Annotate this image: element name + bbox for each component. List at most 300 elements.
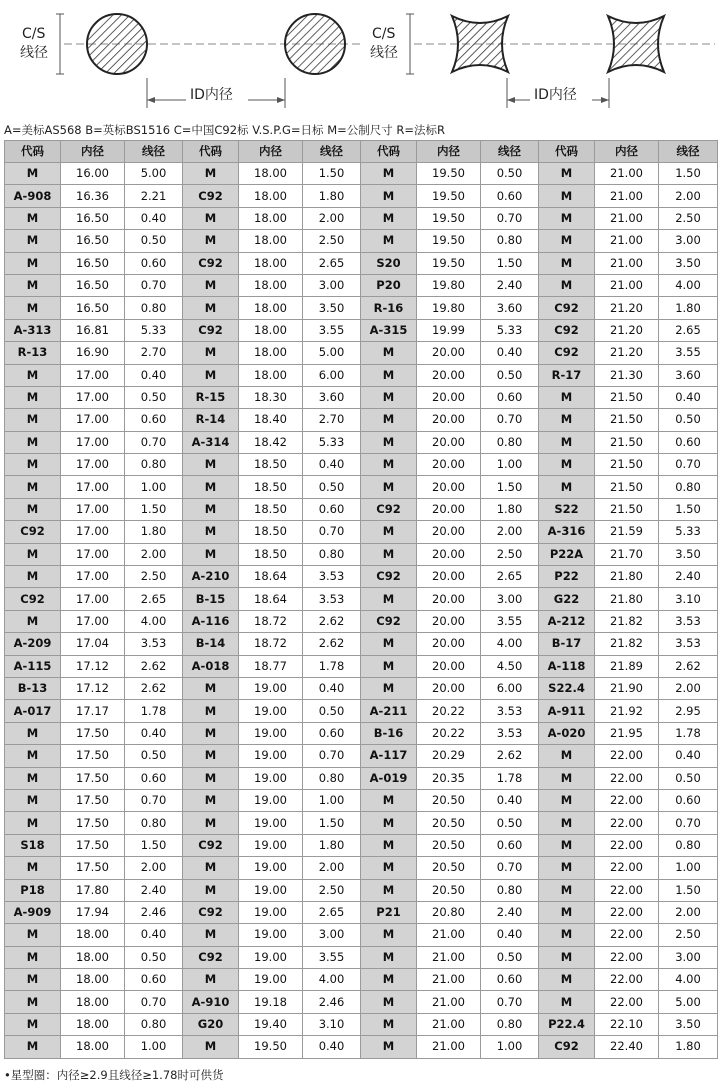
inner-diameter-cell: 18.72 xyxy=(239,610,303,632)
inner-diameter-cell: 20.50 xyxy=(417,789,481,811)
code-cell: M xyxy=(183,879,239,901)
code-cell: M xyxy=(5,767,61,789)
inner-diameter-cell: 17.00 xyxy=(61,610,125,632)
inner-diameter-cell: 20.35 xyxy=(417,767,481,789)
cross-section-cell: 0.50 xyxy=(125,386,183,408)
code-cell: M xyxy=(361,476,417,498)
inner-diameter-cell: 20.22 xyxy=(417,722,481,744)
inner-diameter-cell: 22.00 xyxy=(595,745,659,767)
inner-diameter-cell: 21.50 xyxy=(595,409,659,431)
cross-section-cell: 3.50 xyxy=(659,543,718,565)
id-label-left: ID内径 xyxy=(190,87,233,103)
code-cell: M xyxy=(5,274,61,296)
inner-diameter-cell: 17.00 xyxy=(61,364,125,386)
standards-legend: A=美标AS568 B=英标BS1516 C=中国C92标 V.S.P.G=日标 M=公制尺寸 R=法标R xyxy=(4,123,446,137)
inner-diameter-cell: 22.00 xyxy=(595,834,659,856)
column-header: 线径 xyxy=(125,141,183,163)
code-cell: C92 xyxy=(539,1036,595,1058)
cross-section-cell: 3.50 xyxy=(303,297,361,319)
cross-section-cell: 2.65 xyxy=(303,252,361,274)
cross-section-cell: 2.62 xyxy=(481,745,539,767)
xring-right-section xyxy=(608,16,664,72)
code-cell: S18 xyxy=(5,834,61,856)
code-cell: C92 xyxy=(539,342,595,364)
inner-diameter-cell: 19.00 xyxy=(239,745,303,767)
code-cell: A-909 xyxy=(5,901,61,923)
table-row xyxy=(5,700,718,722)
cross-section-cell: 0.70 xyxy=(659,812,718,834)
cross-section-cell: 1.80 xyxy=(659,297,718,319)
cross-section-cell: 0.40 xyxy=(481,924,539,946)
inner-diameter-cell: 19.00 xyxy=(239,767,303,789)
code-cell: M xyxy=(361,946,417,968)
code-cell: M xyxy=(361,431,417,453)
table-row xyxy=(5,319,718,341)
inner-diameter-cell: 19.00 xyxy=(239,700,303,722)
cross-section-cell: 0.40 xyxy=(303,1036,361,1058)
cross-section-cell: 0.40 xyxy=(125,924,183,946)
inner-diameter-cell: 21.00 xyxy=(417,969,481,991)
table-row xyxy=(5,789,718,811)
code-cell: M xyxy=(183,274,239,296)
inner-diameter-cell: 20.00 xyxy=(417,655,481,677)
cross-section-cell: 0.50 xyxy=(481,364,539,386)
id-label-right: ID内径 xyxy=(534,87,577,103)
code-cell: C92 xyxy=(539,319,595,341)
inner-diameter-cell: 19.00 xyxy=(239,946,303,968)
inner-diameter-cell: 22.00 xyxy=(595,879,659,901)
column-header: 代码 xyxy=(183,141,239,163)
cross-section-cell: 3.53 xyxy=(125,633,183,655)
code-cell: M xyxy=(361,543,417,565)
cross-section-cell: 0.50 xyxy=(481,163,539,185)
cross-section-cell: 1.00 xyxy=(659,857,718,879)
inner-diameter-cell: 18.50 xyxy=(239,543,303,565)
inner-diameter-cell: 22.00 xyxy=(595,901,659,923)
column-header: 线径 xyxy=(303,141,361,163)
inner-diameter-cell: 21.00 xyxy=(595,274,659,296)
cross-section-cell: 2.21 xyxy=(125,185,183,207)
code-cell: C92 xyxy=(5,521,61,543)
inner-diameter-cell: 18.00 xyxy=(239,364,303,386)
code-cell: M xyxy=(361,991,417,1013)
inner-diameter-cell: 20.50 xyxy=(417,834,481,856)
cross-section-cell: 0.80 xyxy=(125,1013,183,1035)
column-header: 内径 xyxy=(239,141,303,163)
code-cell: P22.4 xyxy=(539,1013,595,1035)
code-cell: A-910 xyxy=(183,991,239,1013)
code-cell: M xyxy=(183,476,239,498)
inner-diameter-cell: 19.80 xyxy=(417,297,481,319)
code-cell: C92 xyxy=(183,901,239,923)
table-row xyxy=(5,991,718,1013)
code-cell: M xyxy=(183,767,239,789)
inner-diameter-cell: 22.00 xyxy=(595,767,659,789)
inner-diameter-cell: 17.80 xyxy=(61,879,125,901)
code-cell: M xyxy=(539,207,595,229)
inner-diameter-cell: 21.50 xyxy=(595,498,659,520)
table-row xyxy=(5,857,718,879)
code-cell: A-118 xyxy=(539,655,595,677)
cross-section-cell: 0.40 xyxy=(125,364,183,386)
code-cell: M xyxy=(5,566,61,588)
inner-diameter-cell: 16.81 xyxy=(61,319,125,341)
table-row xyxy=(5,252,718,274)
code-cell: M xyxy=(5,969,61,991)
inner-diameter-cell: 20.00 xyxy=(417,454,481,476)
table-row xyxy=(5,163,718,185)
code-cell: M xyxy=(361,207,417,229)
inner-diameter-cell: 17.50 xyxy=(61,745,125,767)
inner-diameter-cell: 17.00 xyxy=(61,498,125,520)
cross-section-cell: 3.00 xyxy=(303,274,361,296)
cross-section-cell: 1.00 xyxy=(481,1036,539,1058)
code-cell: M xyxy=(361,834,417,856)
code-cell: M xyxy=(539,946,595,968)
code-cell: B-16 xyxy=(361,722,417,744)
inner-diameter-cell: 21.50 xyxy=(595,431,659,453)
cross-section-cell: 2.00 xyxy=(125,857,183,879)
table-row xyxy=(5,297,718,319)
cross-section-cell: 3.53 xyxy=(659,633,718,655)
inner-diameter-cell: 21.50 xyxy=(595,386,659,408)
code-cell: A-211 xyxy=(361,700,417,722)
cross-section-cell: 0.70 xyxy=(481,409,539,431)
cross-section-cell: 1.80 xyxy=(303,185,361,207)
code-cell: C92 xyxy=(183,834,239,856)
inner-diameter-cell: 21.50 xyxy=(595,454,659,476)
cross-section-cell: 1.00 xyxy=(303,789,361,811)
cross-section-cell: 0.60 xyxy=(125,767,183,789)
cross-section-cell: 2.50 xyxy=(659,207,718,229)
cross-section-cell: 0.70 xyxy=(303,521,361,543)
cross-section-cell: 3.50 xyxy=(659,1013,718,1035)
inner-diameter-cell: 19.00 xyxy=(239,924,303,946)
code-cell: M xyxy=(5,946,61,968)
cross-section-cell: 0.40 xyxy=(303,677,361,699)
code-cell: A-018 xyxy=(183,655,239,677)
code-cell: M xyxy=(361,789,417,811)
cross-section-cell: 0.70 xyxy=(125,431,183,453)
table-row xyxy=(5,722,718,744)
cross-section-cell: 4.00 xyxy=(659,969,718,991)
inner-diameter-cell: 18.50 xyxy=(239,454,303,476)
table-row xyxy=(5,767,718,789)
inner-diameter-cell: 18.00 xyxy=(61,1013,125,1035)
inner-diameter-cell: 21.00 xyxy=(595,185,659,207)
cross-section-cell: 0.50 xyxy=(303,476,361,498)
cross-section-cell: 0.50 xyxy=(125,230,183,252)
code-cell: M xyxy=(5,991,61,1013)
inner-diameter-cell: 21.00 xyxy=(595,207,659,229)
cross-section-cell: 6.00 xyxy=(481,677,539,699)
table-row xyxy=(5,588,718,610)
cross-section-cell: 0.70 xyxy=(125,789,183,811)
inner-diameter-cell: 19.80 xyxy=(417,274,481,296)
code-cell: M xyxy=(361,364,417,386)
inner-diameter-cell: 22.00 xyxy=(595,946,659,968)
table-row xyxy=(5,924,718,946)
table-row xyxy=(5,185,718,207)
table-row xyxy=(5,1013,718,1035)
code-cell: M xyxy=(183,969,239,991)
inner-diameter-cell: 19.00 xyxy=(239,857,303,879)
inner-diameter-cell: 19.99 xyxy=(417,319,481,341)
code-cell: C92 xyxy=(361,498,417,520)
table-row xyxy=(5,879,718,901)
code-cell: M xyxy=(5,924,61,946)
code-cell: M xyxy=(539,409,595,431)
code-cell: M xyxy=(183,163,239,185)
cross-section-cell: 1.78 xyxy=(125,700,183,722)
code-cell: M xyxy=(361,924,417,946)
inner-diameter-cell: 21.20 xyxy=(595,297,659,319)
cross-section-cell: 3.00 xyxy=(303,924,361,946)
code-cell: C92 xyxy=(183,946,239,968)
cross-section-cell: 0.40 xyxy=(481,342,539,364)
code-cell: C92 xyxy=(539,297,595,319)
cross-section-cell: 0.80 xyxy=(481,1013,539,1035)
inner-diameter-cell: 17.00 xyxy=(61,521,125,543)
cross-section-cell: 1.50 xyxy=(303,812,361,834)
cross-section-cell: 0.60 xyxy=(125,252,183,274)
code-cell: M xyxy=(5,431,61,453)
code-cell: M xyxy=(539,476,595,498)
inner-diameter-cell: 17.00 xyxy=(61,386,125,408)
code-cell: A-017 xyxy=(5,700,61,722)
cross-section-cell: 0.50 xyxy=(481,812,539,834)
cross-section-cell: 0.80 xyxy=(481,230,539,252)
inner-diameter-cell: 20.50 xyxy=(417,879,481,901)
cross-section-cell: 0.70 xyxy=(659,454,718,476)
cross-section-cell: 0.60 xyxy=(125,969,183,991)
cross-section-cell: 1.50 xyxy=(659,163,718,185)
code-cell: M xyxy=(183,364,239,386)
code-cell: M xyxy=(5,1036,61,1058)
inner-diameter-cell: 16.50 xyxy=(61,252,125,274)
column-header: 线径 xyxy=(659,141,718,163)
cross-section-cell: 4.00 xyxy=(303,969,361,991)
cross-section-cell: 5.33 xyxy=(303,431,361,453)
inner-diameter-cell: 19.40 xyxy=(239,1013,303,1035)
column-header: 内径 xyxy=(595,141,659,163)
cross-section-cell: 1.50 xyxy=(481,476,539,498)
table-row xyxy=(5,812,718,834)
table-header-row xyxy=(5,141,718,163)
column-header: 代码 xyxy=(5,141,61,163)
cross-section-cell: 0.70 xyxy=(481,991,539,1013)
table-row xyxy=(5,745,718,767)
cross-section-cell: 1.50 xyxy=(125,834,183,856)
code-cell: M xyxy=(5,207,61,229)
code-cell: A-908 xyxy=(5,185,61,207)
inner-diameter-cell: 18.00 xyxy=(239,297,303,319)
cross-section-cell: 4.00 xyxy=(481,633,539,655)
cross-section-cell: 0.70 xyxy=(481,207,539,229)
cross-section-cell: 3.00 xyxy=(659,946,718,968)
inner-diameter-cell: 18.00 xyxy=(61,1036,125,1058)
inner-diameter-cell: 22.00 xyxy=(595,969,659,991)
table-row xyxy=(5,431,718,453)
code-cell: A-020 xyxy=(539,722,595,744)
inner-diameter-cell: 19.50 xyxy=(417,230,481,252)
cross-section-cell: 2.40 xyxy=(481,901,539,923)
cross-section-cell: 3.53 xyxy=(303,588,361,610)
inner-diameter-cell: 19.50 xyxy=(239,1036,303,1058)
cross-section-cell: 5.00 xyxy=(125,163,183,185)
code-cell: M xyxy=(539,924,595,946)
cross-section-cell: 1.00 xyxy=(481,454,539,476)
code-cell: A-117 xyxy=(361,745,417,767)
column-header: 内径 xyxy=(61,141,125,163)
code-cell: M xyxy=(539,252,595,274)
cross-section-cell: 1.50 xyxy=(659,498,718,520)
code-cell: M xyxy=(5,476,61,498)
code-cell: M xyxy=(183,745,239,767)
inner-diameter-cell: 16.50 xyxy=(61,274,125,296)
cross-section-cell: 1.78 xyxy=(303,655,361,677)
cross-section-cell: 3.50 xyxy=(659,252,718,274)
code-cell: M xyxy=(183,789,239,811)
code-cell: M xyxy=(5,297,61,319)
xring-left-section xyxy=(452,16,508,72)
cross-section-cell: 2.95 xyxy=(659,700,718,722)
column-header: 代码 xyxy=(539,141,595,163)
cross-section-cell: 1.80 xyxy=(125,521,183,543)
inner-diameter-cell: 18.00 xyxy=(61,924,125,946)
inner-diameter-cell: 18.00 xyxy=(239,163,303,185)
code-cell: B-17 xyxy=(539,633,595,655)
cross-section-cell: 2.65 xyxy=(125,588,183,610)
cross-section-cell: 2.40 xyxy=(481,274,539,296)
code-cell: G20 xyxy=(183,1013,239,1035)
code-cell: M xyxy=(183,207,239,229)
inner-diameter-cell: 22.00 xyxy=(595,857,659,879)
cross-section-cell: 0.60 xyxy=(481,185,539,207)
cross-section-cell: 0.80 xyxy=(125,812,183,834)
table-row xyxy=(5,633,718,655)
cross-section-cell: 0.60 xyxy=(481,834,539,856)
code-cell: M xyxy=(183,722,239,744)
table-row xyxy=(5,946,718,968)
inner-diameter-cell: 18.30 xyxy=(239,386,303,408)
inner-diameter-cell: 20.00 xyxy=(417,610,481,632)
code-cell: M xyxy=(183,857,239,879)
code-cell: M xyxy=(539,230,595,252)
cross-section-cell: 2.62 xyxy=(125,677,183,699)
inner-diameter-cell: 20.00 xyxy=(417,431,481,453)
code-cell: M xyxy=(361,655,417,677)
table-row xyxy=(5,834,718,856)
code-cell: A-116 xyxy=(183,610,239,632)
cross-section-cell: 1.50 xyxy=(125,498,183,520)
code-cell: M xyxy=(183,700,239,722)
code-cell: R-15 xyxy=(183,386,239,408)
inner-diameter-cell: 21.00 xyxy=(417,924,481,946)
cross-section-cell: 2.65 xyxy=(659,319,718,341)
inner-diameter-cell: 18.00 xyxy=(239,319,303,341)
cross-section-cell: 2.62 xyxy=(303,610,361,632)
inner-diameter-cell: 18.00 xyxy=(61,946,125,968)
code-cell: R-17 xyxy=(539,364,595,386)
code-cell: M xyxy=(361,588,417,610)
code-cell: B-13 xyxy=(5,677,61,699)
cross-section-cell: 4.50 xyxy=(481,655,539,677)
code-cell: M xyxy=(183,454,239,476)
inner-diameter-cell: 19.50 xyxy=(417,185,481,207)
inner-diameter-cell: 19.50 xyxy=(417,252,481,274)
inner-diameter-cell: 21.50 xyxy=(595,476,659,498)
inner-diameter-cell: 16.36 xyxy=(61,185,125,207)
code-cell: C92 xyxy=(183,185,239,207)
cross-section-cell: 2.40 xyxy=(125,879,183,901)
cross-section-cell: 0.80 xyxy=(125,454,183,476)
inner-diameter-cell: 21.00 xyxy=(595,252,659,274)
cross-section-cell: 2.00 xyxy=(659,901,718,923)
cross-section-cell: 1.80 xyxy=(481,498,539,520)
code-cell: M xyxy=(5,1013,61,1035)
inner-diameter-cell: 18.00 xyxy=(61,969,125,991)
code-cell: M xyxy=(361,857,417,879)
cross-section-cell: 0.50 xyxy=(125,946,183,968)
cross-section-cell: 3.00 xyxy=(481,588,539,610)
inner-diameter-cell: 21.89 xyxy=(595,655,659,677)
code-cell: M xyxy=(5,364,61,386)
inner-diameter-cell: 18.50 xyxy=(239,498,303,520)
cross-section-cell: 3.53 xyxy=(481,722,539,744)
code-cell: R-16 xyxy=(361,297,417,319)
column-header: 代码 xyxy=(361,141,417,163)
cross-section-cell: 0.60 xyxy=(481,386,539,408)
cross-section-cell: 2.50 xyxy=(303,230,361,252)
cross-section-cell: 0.80 xyxy=(303,767,361,789)
code-cell: M xyxy=(539,901,595,923)
inner-diameter-cell: 18.64 xyxy=(239,566,303,588)
cross-section-cell: 5.33 xyxy=(125,319,183,341)
code-cell: M xyxy=(361,969,417,991)
cross-section-cell: 0.80 xyxy=(659,476,718,498)
cs-label2-line2: 线径 xyxy=(370,45,398,61)
cross-section-cell: 2.50 xyxy=(659,924,718,946)
code-cell: M xyxy=(183,521,239,543)
code-cell: M xyxy=(539,431,595,453)
inner-diameter-cell: 21.00 xyxy=(417,1013,481,1035)
column-header: 内径 xyxy=(417,141,481,163)
inner-diameter-cell: 17.50 xyxy=(61,789,125,811)
inner-diameter-cell: 17.00 xyxy=(61,566,125,588)
cross-section-cell: 4.00 xyxy=(125,610,183,632)
code-cell: P20 xyxy=(361,274,417,296)
cross-section-cell: 0.60 xyxy=(659,431,718,453)
cross-section-cell: 2.62 xyxy=(303,633,361,655)
cross-section-cell: 0.80 xyxy=(481,879,539,901)
cross-section-cell: 0.70 xyxy=(481,857,539,879)
cross-section-cell: 1.78 xyxy=(659,722,718,744)
cross-section-cell: 2.62 xyxy=(125,655,183,677)
cross-section-cell: 2.70 xyxy=(125,342,183,364)
code-cell: M xyxy=(361,879,417,901)
code-cell: M xyxy=(5,230,61,252)
table-row xyxy=(5,230,718,252)
table-row xyxy=(5,409,718,431)
code-cell: M xyxy=(539,454,595,476)
inner-diameter-cell: 20.00 xyxy=(417,498,481,520)
inner-diameter-cell: 20.00 xyxy=(417,677,481,699)
inner-diameter-cell: 22.00 xyxy=(595,789,659,811)
code-cell: M xyxy=(361,633,417,655)
code-cell: M xyxy=(539,386,595,408)
cross-section-cell: 0.70 xyxy=(125,274,183,296)
